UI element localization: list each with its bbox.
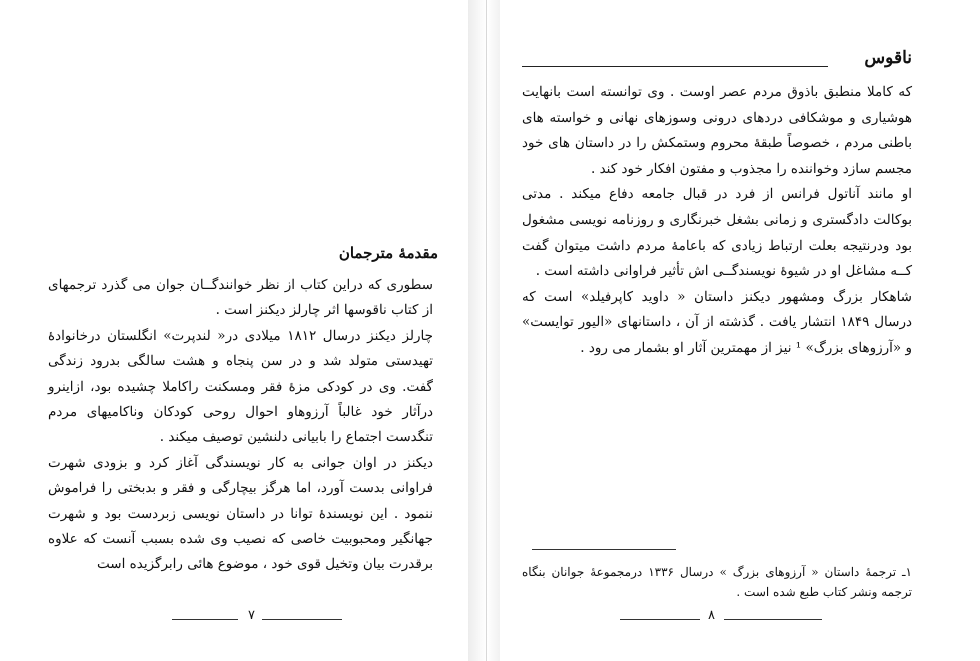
page-number-rule: [620, 619, 700, 620]
paragraph: شاهکار بزرگ ومشهور دیکنز داستان « داوید کاپرفیلد» است که درسال ۱۸۴۹ انتشار یافت . گذشته از آن ، داستانهای «الیور توایست» و «آرزوهای بزرگ» ¹ نیز از مهمترین آثار او بشمار می رود .: [522, 288, 912, 356]
section-heading: مقدمهٔ مترجمان: [338, 244, 438, 262]
left-page-body: [48, 273, 433, 578]
footnote: ۱ـ ترجمهٔ داستان « آرزوهای بزرگ » درسال ۱۳۳۶ درمجموعهٔ جوانان بنگاه ترجمه ونشر کتاب طبع شده است .: [522, 565, 912, 599]
page-number-rule: [724, 619, 822, 620]
right-page: [500, 0, 980, 661]
page-number-rule: [262, 619, 342, 620]
right-page-body: [522, 80, 912, 362]
page-number-block: [620, 608, 820, 626]
page-number-rule: [172, 619, 238, 620]
page-number: ۸: [708, 608, 715, 623]
paragraph: او مانند آناتول فرانس از فرد در قبال جامعه دفاع میکند . مدتی بوکالت دادگستری و زمانی بشغل خبرنگاری و روزنامه نویسی مشغول بود ودرنتیجه بعلت ارتباط زیادی که باعامهٔ مردم داشت میتوان گفت کــه مشاغل او در شیوهٔ نویسندگــی اش تأثیر فراوانی داشته است .: [522, 186, 912, 280]
page-number-block: [156, 608, 356, 626]
header-rule: [522, 66, 828, 67]
paragraph: چارلز دیکنز درسال ۱۸۱۲ میلادی در« لندپرت» انگلستان درخانوادهٔ تهیدستی متولد شد و در سن پنجاه و هشت سالگی بدرود زندگی گفت. وی در کودکی مزهٔ فقر ومسکنت راکاملا چشیده بود، ازاینرو درآثار خود غالباً آرزوهاو احوال روحی کودکان وناکامیهای مردم تنگدست اجتماع را بابیانی دلنشین توصیف میکند .: [48, 327, 433, 446]
running-title: ناقوس: [864, 48, 912, 68]
footnote-rule: [532, 549, 676, 550]
left-page: [0, 0, 468, 661]
page-number: ۷: [248, 608, 255, 623]
paragraph: سطوری که دراین کتاب از نظر خوانندگــان جوان می گذرد ترجمهای از کتاب ناقوسها اثر چارلز دیکنز است .: [48, 277, 433, 319]
gutter-fold: [486, 0, 487, 661]
paragraph: دیکنز در اوان جوانی به کار نویسندگی آغاز کرد و بزودی شهرت فراوانی بدست آورد، اما هرگز بیچارگی و فقر و بدبختی را فراموش ننمود . این نویسندهٔ توانا در داستان نویسی زبردست بود و شهرت جهانگیر ومحبوبیت خاصی که نصیب وی شده بسبب آنست که علاوه برقدرت بیان وتخیل قوی خود ، موضوع هائی رابرگزیده است: [48, 454, 433, 573]
book-gutter: [468, 0, 500, 661]
paragraph: که کاملا منطبق باذوق مردم عصر اوست . وی توانسته است بانهایت هوشیاری و موشکافی دردهای درونی وسوزهای نهانی و خواسته های باطنی مردم ، خصوصاً طبقهٔ محروم وستمکش را در داستان های خود مجسم سازد وخواننده را مجذوب و مفتون افکار خود کند .: [522, 84, 912, 177]
